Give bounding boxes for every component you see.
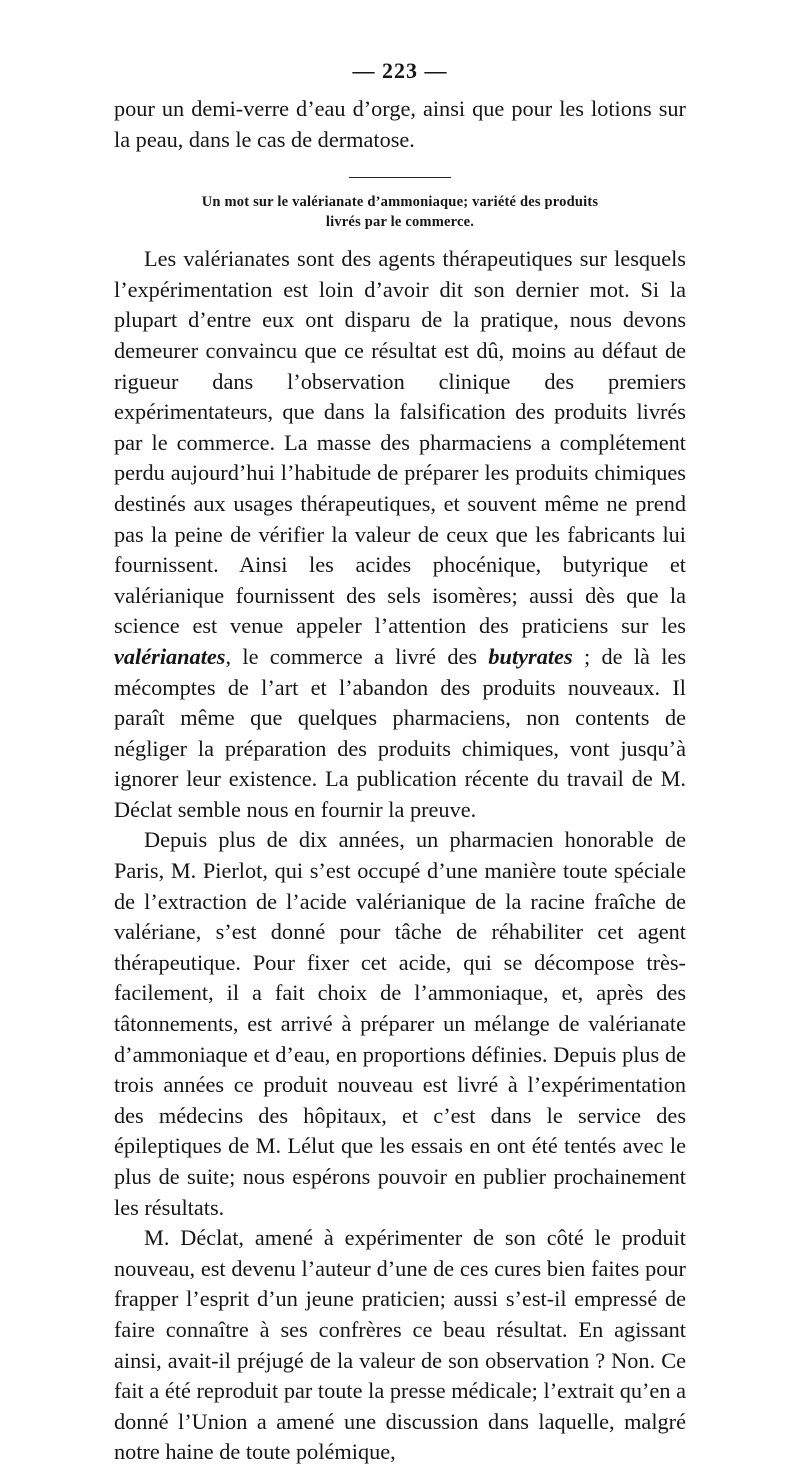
paragraph-1-text-b: , le commerce a livré des <box>225 643 489 669</box>
paragraph-1 <box>114 244 686 825</box>
paragraph-1-text-c: ; de là les mécomptes de l’art et l’abandon des produits nouveaux. Il paraît même que quelques pharmaciens, non contents de négliger la préparation des produits chimiques, vont jusqu’à ignorer leur existence. La publication récente du travail de M. Déclat semble nous en fournir la preuve. <box>114 643 686 822</box>
paragraph-3: M. Déclat, amené à expérimenter de son côté le produit nouveau, est devenu l’auteur d’une de ces cures bien faites pour frapper l’esprit d’un jeune praticien; aussi s’est-il empressé de faire connaître à ses confrères ce beau résultat. En agissant ainsi, avait-il préjugé de la valeur de son observation ? Non. Ce fait a été reproduit par toute la presse médicale; l’extrait qu’en a donné l’Union a amené une discussion dans laquelle, malgré notre haine de toute polémique, <box>114 1225 686 1465</box>
section-title-line-2: livrés par le commerce. <box>325 214 475 231</box>
section-title <box>118 192 682 232</box>
opening-paragraph: pour un demi-verre d’eau d’orge, ainsi que pour les lotions sur la peau, dans le cas de dermatose. <box>114 96 686 152</box>
paragraph-2: Depuis plus de dix années, un pharmacien honorable de Paris, M. Pierlot, qui s’est occupé d’une manière toute spéciale de l’extraction de l’acide valérianique de la racine fraîche de valériane, s’est donné pour tâche de réhabiliter cet agent thérapeutique. Pour fixer cet acide, qui se décompose très-facilement, il a fait choix de l’ammoniaque, et, après des tâtonnements, est arrivé à préparer un mélange de valérianate d’ammoniaque et d’eau, en proportions définies. Depuis plus de trois années ce produit nouveau est livré à l’expérimentation des médecins des hôpitaux, et c’est dans le service des épileptiques de M. Lélut que les essais en ont été tentés avec le plus de suite; nous espérons pouvoir en publier prochainement les résultats. <box>114 827 686 1220</box>
paragraph-1-text-a: Les valérianates sont des agents thérapeutiques sur lesquels l’expérimentation est loin d’avoir dit son dernier mot. Si la plupart d’entre eux ont disparu de la pratique, nous devons demeurer convaincu que ce résultat est dû, moins au défaut de rigueur dans l’observation clinique des premiers expérimentateurs, que dans la falsification des produits livrés par le commerce. La masse des pharmaciens a complétement perdu aujourd’hui l’habitude de préparer les produits chimiques destinés aux usages thérapeutiques, et souvent même ne prend pas la peine de vérifier la valeur de ceux que les fabricants lui fournissent. Ainsi les acides phocénique, butyrique et valérianique fournissent des sels isomères; aussi dès que la science est venue appeler l’attention des praticiens sur les <box>114 246 686 639</box>
section-title-line-1: Un mot sur le valérianate d’ammoniaque; variété des produits <box>201 194 599 211</box>
paragraph-1-italic-valerianates: valérianates <box>114 643 226 669</box>
paragraph-1-italic-butyrates: butyrates <box>488 643 573 669</box>
section-divider <box>349 177 451 178</box>
page-number: — 223 — <box>352 58 448 83</box>
